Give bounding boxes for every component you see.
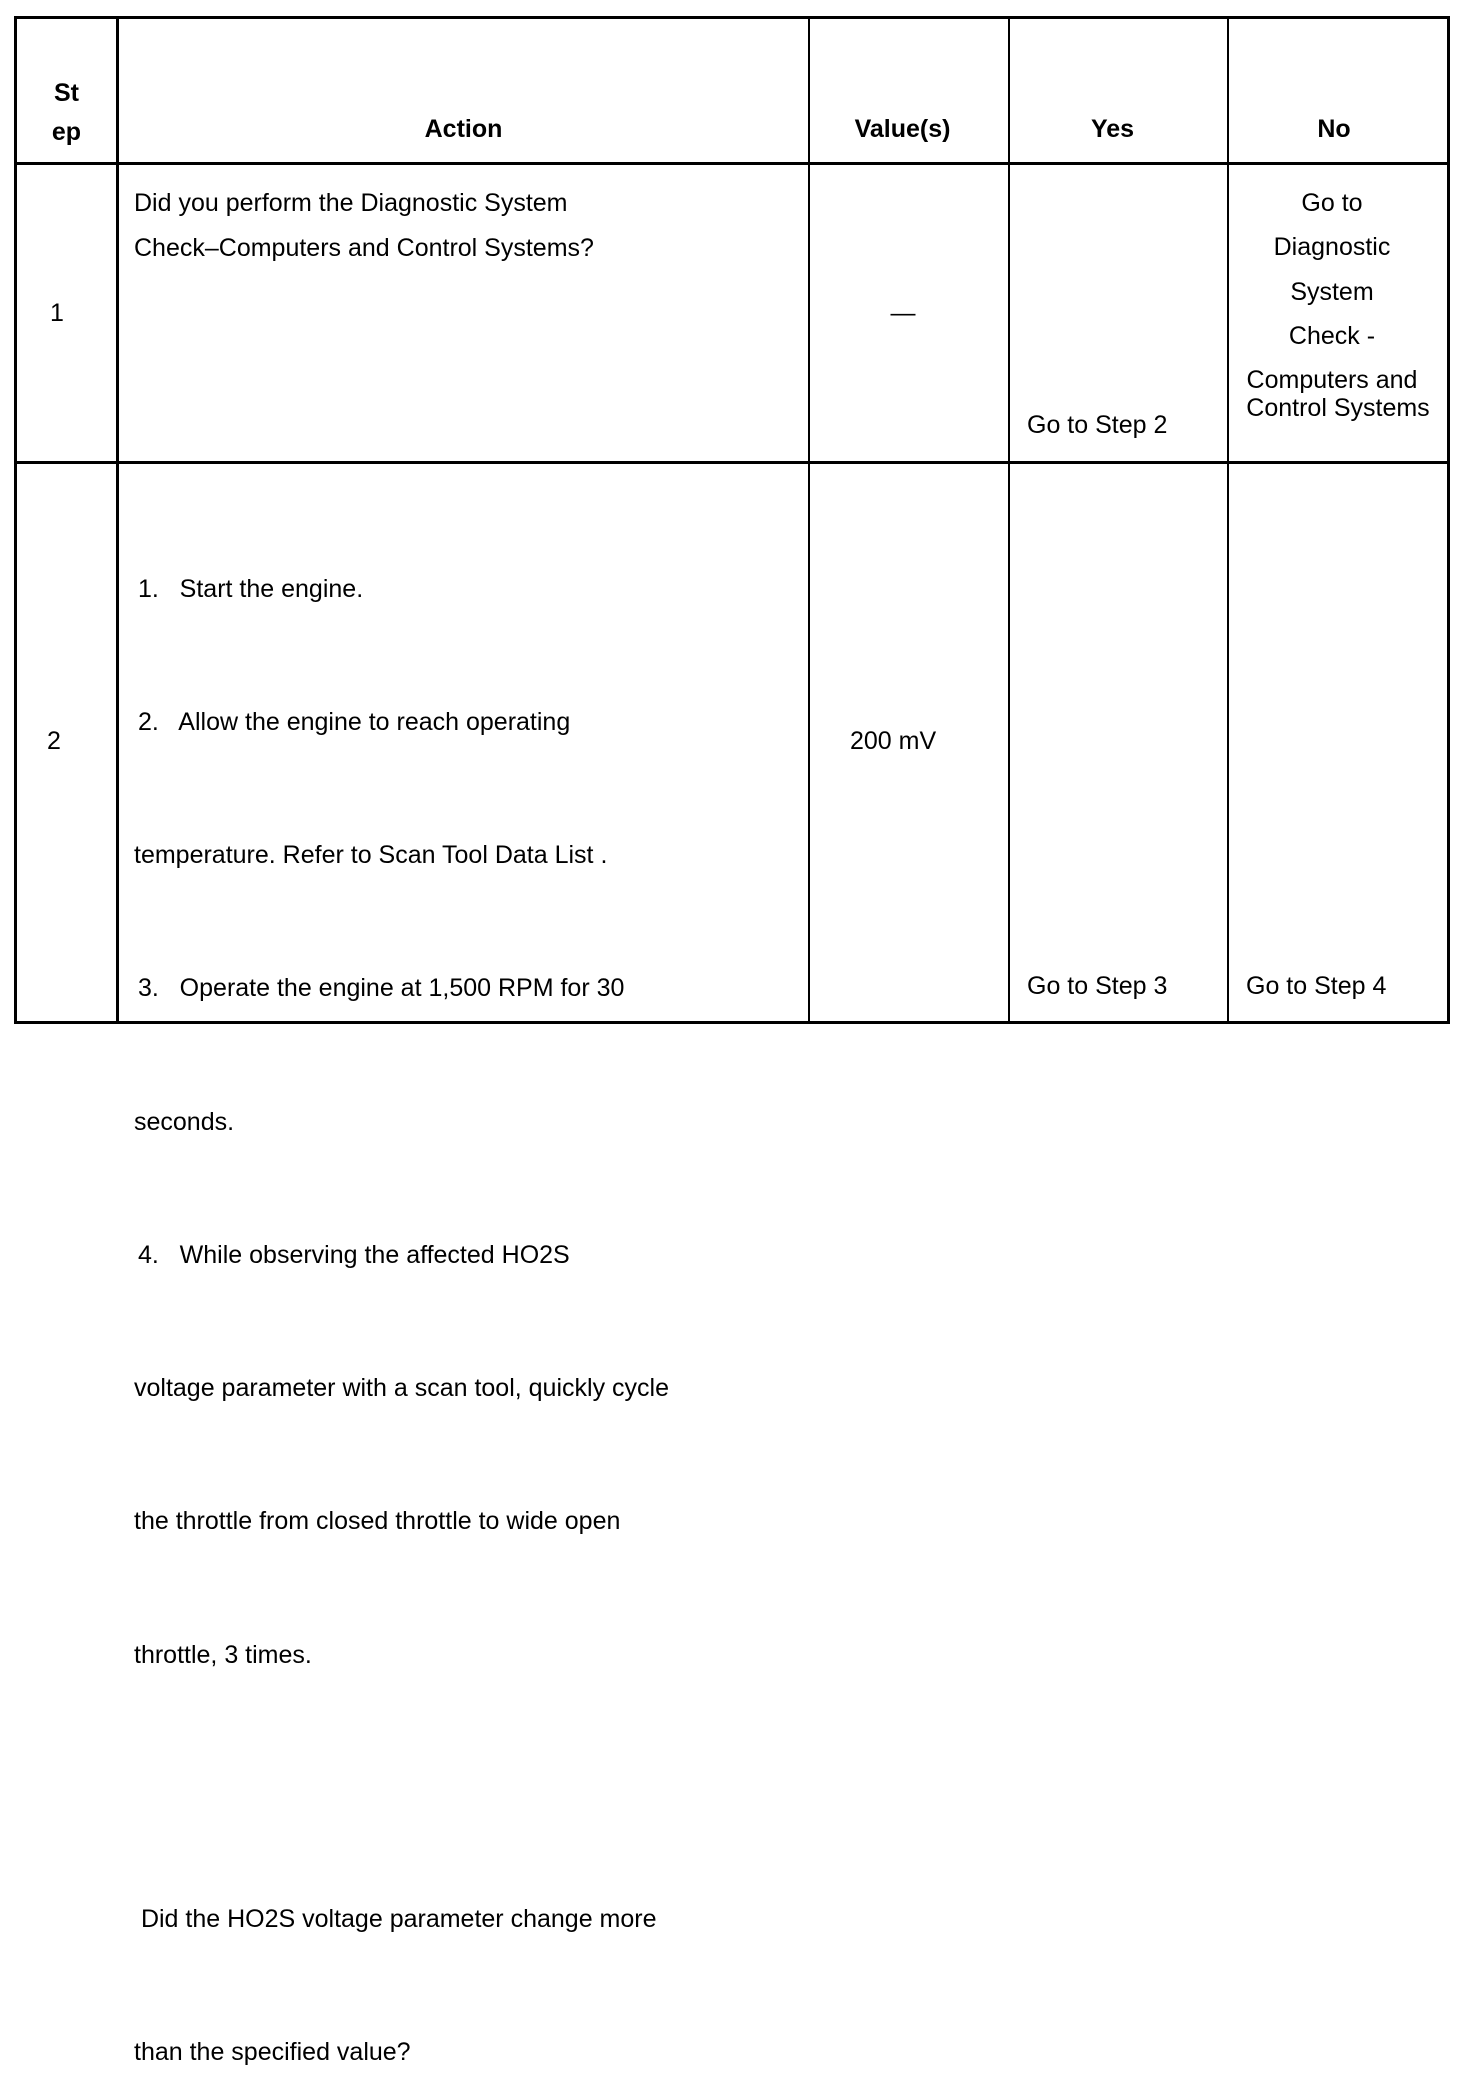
col-divider-action-values: [808, 16, 810, 1024]
row1-step: 1: [50, 299, 64, 327]
row1-no-line2: Diagnostic: [1273, 233, 1391, 262]
col-divider-step-action: [116, 16, 119, 1024]
row1-action-line2: Check–Computers and Control Systems?: [134, 233, 594, 262]
row-divider: [14, 461, 1450, 464]
table-border-top: [14, 16, 1450, 19]
header-yes: Yes: [1090, 115, 1135, 143]
row2-action-line2: 2. Allow the engine to reach operating: [138, 708, 571, 737]
row2-no: Go to Step 4: [1246, 972, 1387, 1000]
diagnostic-table: [14, 16, 1450, 2066]
row2-action-line3: temperature. Refer to Scan Tool Data List .: [134, 841, 608, 870]
header-values: Value(s): [854, 115, 951, 143]
row1-value: —: [890, 299, 916, 327]
row1-no-line6: Control Systems: [1246, 394, 1430, 423]
header-divider: [14, 162, 1450, 165]
row1-action-line1: Did you perform the Diagnostic System: [134, 189, 568, 217]
row2-action-line4: 3. Operate the engine at 1,500 RPM for 30: [138, 974, 625, 1003]
row2-action: [134, 478, 669, 2088]
row1-yes: Go to Step 2: [1027, 411, 1168, 439]
row2-step: 2: [47, 727, 61, 755]
row2-action-line12: than the specified value?: [134, 2037, 411, 2066]
header-action: Action: [424, 115, 503, 143]
table-border-right: [1447, 16, 1450, 1024]
row2-action-line1: 1. Start the engine.: [138, 574, 364, 603]
row1-no-line1: Go to: [1301, 189, 1363, 217]
row2-value: 200 mV: [850, 727, 937, 755]
row1-no-line3: System: [1290, 277, 1374, 306]
row1-no: [1229, 181, 1447, 422]
header-step: [17, 74, 116, 152]
row2-action-line11: Did the HO2S voltage parameter change more: [134, 1904, 657, 1933]
row2-yes: Go to Step 3: [1027, 972, 1168, 1000]
row1-action: [134, 181, 594, 270]
row2-action-line10: [134, 1766, 669, 1808]
col-divider-yes-no: [1227, 16, 1229, 1024]
header-step-line1: St: [54, 79, 79, 107]
row2-action-line8: the throttle from closed throttle to wide open: [134, 1507, 621, 1536]
row1-no-line5: Computers and: [1246, 366, 1418, 395]
row1-no-line4: Check -: [1288, 321, 1376, 350]
col-divider-values-yes: [1008, 16, 1010, 1024]
row2-action-line6: 4. While observing the affected HO2S: [138, 1240, 570, 1269]
header-step-line2: ep: [51, 118, 82, 146]
row2-action-line9: throttle, 3 times.: [134, 1640, 312, 1669]
row2-action-line5: seconds.: [134, 1107, 235, 1136]
table-border-left: [14, 16, 17, 1024]
row2-action-line7: voltage parameter with a scan tool, quickly cycle: [134, 1374, 669, 1403]
header-no: No: [1317, 115, 1351, 143]
